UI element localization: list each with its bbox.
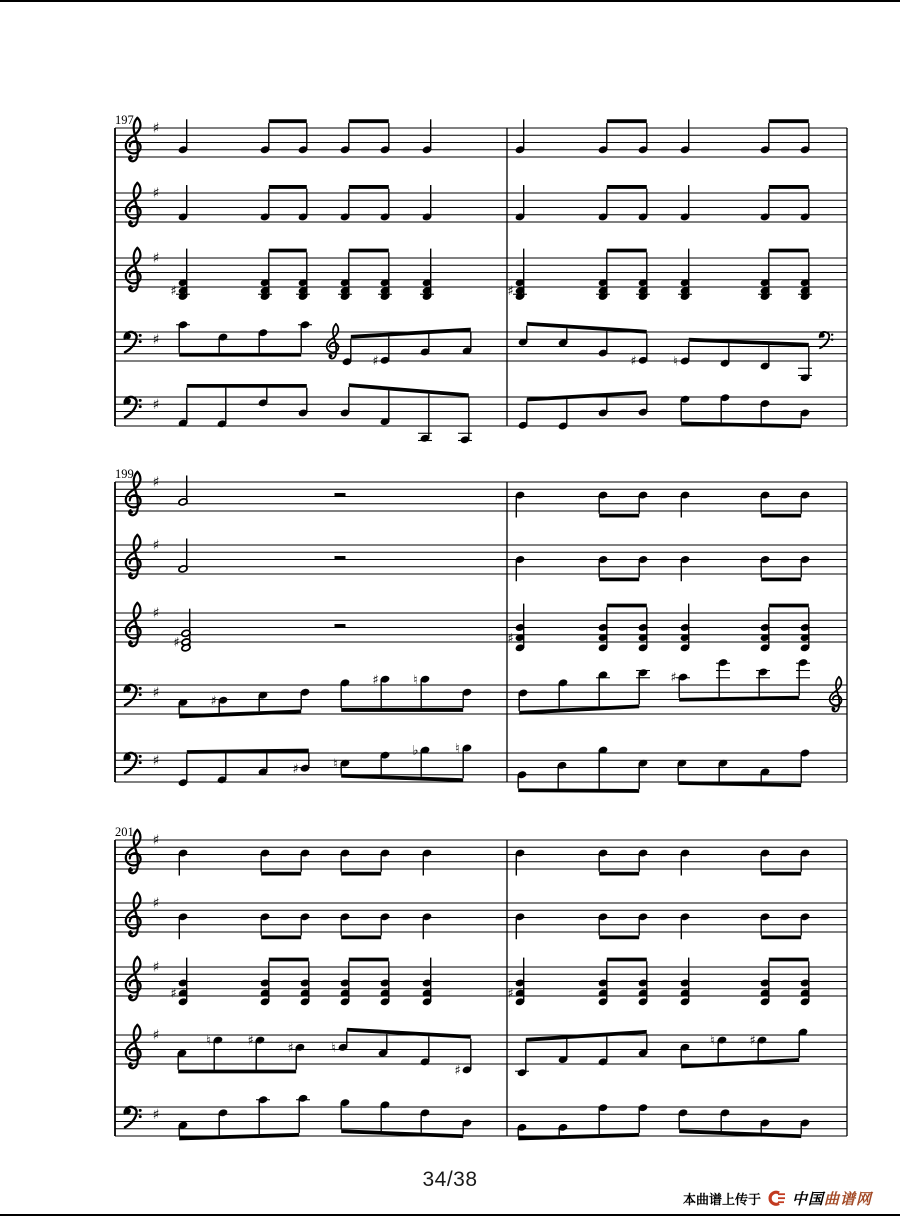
natural-icon: ♮ [413,672,418,688]
brand-name-red: 曲谱网 [823,1191,872,1208]
beam [607,249,647,253]
beam [607,604,647,608]
beam [527,390,647,401]
beam [519,704,639,714]
key-signature-sharp-icon: ♯ [152,832,160,849]
treble-clef-icon [126,248,141,291]
staff [115,538,847,582]
beam [607,119,647,123]
beam [607,958,647,962]
measure-number: 199 [115,467,134,481]
key-signature-sharp-icon: ♯ [152,120,160,137]
beam [761,935,801,939]
beam [269,958,309,962]
beam [681,421,801,428]
beam [269,185,307,189]
sharp-icon: ♯ [292,761,299,777]
bass-clef-icon [820,332,834,348]
natural-icon: ♮ [673,354,678,370]
beam [179,353,301,357]
sharp-icon: ♯ [287,1040,294,1056]
staff [115,1094,847,1141]
sharp-icon: ♯ [749,1033,756,1049]
sharp-icon: ♯ [507,284,514,300]
beam [769,604,809,608]
sharp-icon: ♯ [372,353,379,369]
measure-number: 197 [115,113,134,127]
beam [679,1129,801,1138]
natural-icon: ♮ [710,1033,715,1049]
sharp-icon: ♯ [507,631,514,647]
system-199 [115,467,847,793]
staff [115,383,847,444]
sharp-icon: ♯ [170,284,177,300]
bass-clef-icon [125,1107,142,1127]
key-signature-sharp-icon: ♯ [152,605,160,622]
natural-icon: ♮ [455,741,460,757]
upload-text: 本曲谱上传于 [682,1192,761,1207]
key-signature-sharp-icon: ♯ [152,1027,160,1044]
brand-name-black: 中国 [791,1191,824,1208]
staff [115,658,847,718]
system-201 [115,825,847,1140]
staff [115,119,847,157]
measure-number: 201 [115,825,134,839]
sharp-icon: ♯ [372,672,379,688]
beam [599,935,639,939]
beam [518,788,639,793]
sharp-icon: ♯ [210,693,217,709]
beam [607,185,647,189]
staff [115,604,847,653]
staff [115,249,847,301]
beam [681,1058,799,1068]
beam [341,1129,463,1138]
beam [599,872,639,876]
beam [341,872,381,876]
key-signature-sharp-icon: ♯ [152,185,160,202]
sharp-icon: ♯ [507,986,514,1002]
key-signature-sharp-icon: ♯ [152,537,160,554]
half-rest-icon [335,624,346,628]
treble-clef-icon [126,957,141,1000]
bass-clef-icon [125,685,142,705]
key-signature-sharp-icon: ♯ [152,684,160,701]
beam [349,958,389,962]
treble-clef-icon [126,603,141,646]
sharp-icon: ♯ [630,353,637,369]
beam [269,119,307,123]
beam [347,1028,471,1039]
page-number: 34/38 [422,1168,478,1191]
key-signature-sharp-icon: ♯ [152,474,160,491]
staff [115,320,847,382]
beam [526,1030,647,1042]
staff [115,958,847,1007]
key-signature-sharp-icon: ♯ [152,1106,160,1123]
beam [769,249,809,253]
system-197 [115,113,847,444]
bass-clef-icon [125,753,142,773]
beam [179,709,301,718]
beam [761,872,801,876]
treble-clef-icon [126,535,141,578]
staff [115,742,847,793]
staff [115,475,847,518]
beam [179,1133,299,1140]
beam [769,185,809,189]
treble-clef-icon [126,183,141,226]
beam [599,577,639,581]
beam [349,185,389,189]
beam [518,1133,639,1140]
treble-clef-icon [126,1025,141,1068]
natural-icon: ♮ [206,1033,211,1049]
key-signature-sharp-icon: ♯ [152,396,160,413]
sharp-icon: ♯ [173,635,180,651]
beam [349,383,469,397]
sharp-icon: ♯ [247,1033,254,1049]
beam [178,1070,296,1074]
beam [679,696,799,702]
natural-icon: ♮ [333,756,338,772]
beam [269,249,307,253]
staff [115,833,847,876]
beam [761,577,801,581]
bass-clef-icon [125,332,142,352]
brand-name [792,1188,872,1209]
staff [115,185,847,222]
staff [115,896,847,940]
beam [349,249,389,253]
beam [341,708,463,712]
cnscore-logo-icon [767,1190,786,1207]
beam [349,119,389,123]
key-signature-sharp-icon: ♯ [152,895,160,912]
beam [761,514,801,518]
half-rest-icon [335,556,346,560]
beam [261,935,301,939]
treble-clef-icon [126,893,141,936]
sharp-icon: ♯ [170,986,177,1002]
beam [769,958,809,962]
beam [769,119,809,123]
half-rest-icon [335,493,346,497]
bass-clef-icon [125,397,142,417]
sharp-icon: ♯ [454,1063,461,1079]
key-signature-sharp-icon: ♯ [152,959,160,976]
beam [261,872,301,876]
beam [187,384,307,388]
beam [599,514,639,518]
key-signature-sharp-icon: ♯ [152,752,160,769]
footer-credit [683,1188,872,1209]
staff [115,1028,847,1079]
beam [341,935,381,939]
flat-icon: ♭ [412,743,419,759]
beam [351,328,471,339]
natural-icon: ♮ [331,1040,336,1056]
sharp-icon: ♯ [670,670,677,686]
key-signature-sharp-icon: ♯ [152,250,160,267]
key-signature-sharp-icon: ♯ [152,331,160,348]
